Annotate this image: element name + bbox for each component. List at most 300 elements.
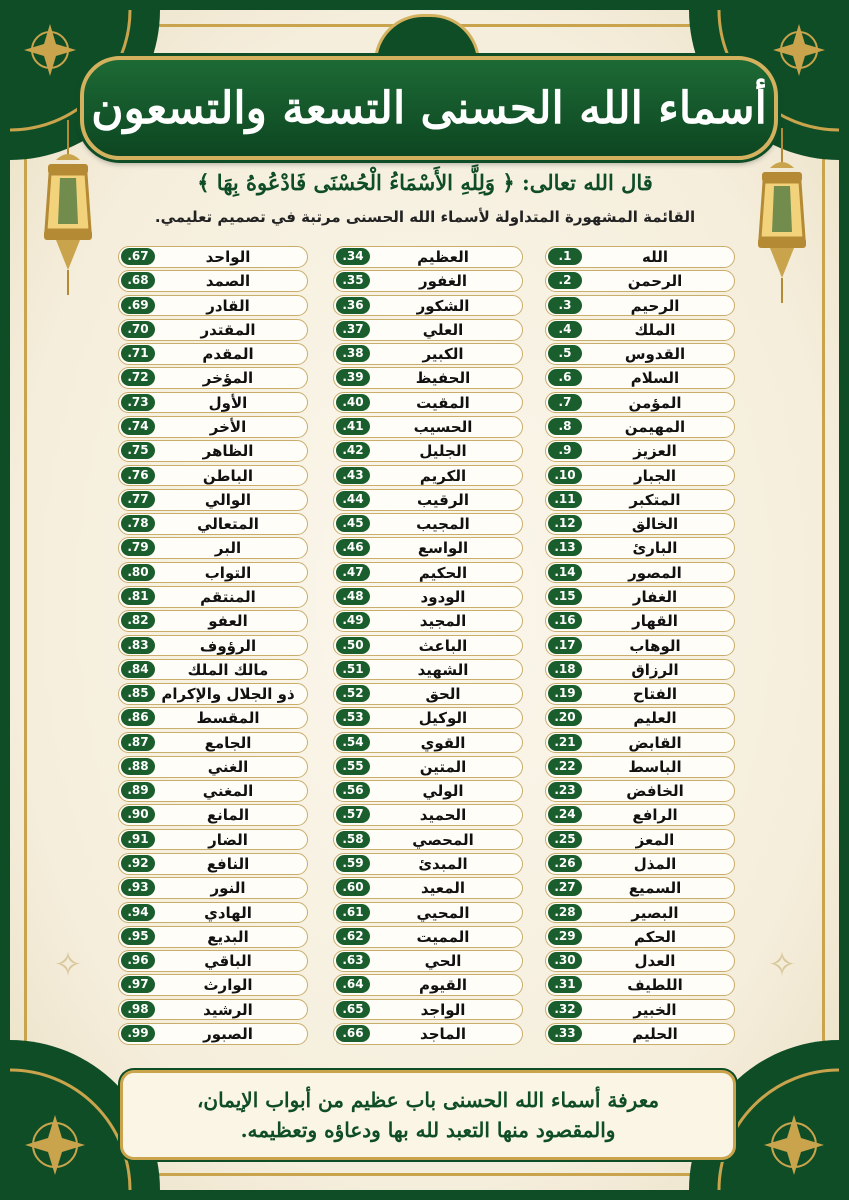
name-row (545, 562, 735, 584)
star-ornament-icon: ✧ (53, 945, 83, 985)
name-number-badge: 6. (548, 369, 582, 386)
divine-name: المبدئ (418, 855, 468, 874)
divine-name: الخافض (626, 782, 684, 801)
divine-name: السميع (628, 879, 682, 898)
divine-name: الكريم (419, 466, 467, 485)
divine-name: العليم (633, 709, 677, 728)
divine-name: الخالق (631, 515, 679, 534)
name-row (118, 440, 308, 462)
star-ornament-icon: ✧ (767, 945, 797, 985)
divine-name: الوهاب (629, 636, 681, 655)
name-row (118, 416, 308, 438)
name-row (333, 586, 523, 608)
name-row (118, 562, 308, 584)
divine-name: الخبير (633, 1000, 677, 1019)
name-number-badge: 25. (548, 831, 582, 848)
name-row (545, 732, 735, 754)
lantern-icon (752, 128, 812, 308)
divine-name: المجيب (416, 515, 470, 534)
name-row (333, 513, 523, 535)
divine-name: الغني (207, 757, 249, 776)
name-row (545, 974, 735, 996)
name-row (333, 877, 523, 899)
name-number-badge: 66. (336, 1025, 370, 1042)
name-row (333, 319, 523, 341)
names-column-2 (333, 246, 523, 1047)
name-number-badge: 2. (548, 272, 582, 289)
name-row (118, 295, 308, 317)
name-number-badge: 82. (121, 612, 155, 629)
subtitle: القائمة المشهورة المتداولة لأسماء الله الحسنى مرتبة في تصميم تعليمي. (154, 208, 696, 226)
name-number-badge: 46. (336, 539, 370, 556)
divine-name: المؤخر (202, 369, 254, 388)
name-row (333, 270, 523, 292)
name-row (545, 610, 735, 632)
name-row (333, 610, 523, 632)
name-row (118, 853, 308, 875)
name-number-badge: 7. (548, 394, 582, 411)
name-number-badge: 72. (121, 369, 155, 386)
name-row (118, 902, 308, 924)
name-number-badge: 56. (336, 782, 370, 799)
name-row (118, 1023, 308, 1045)
name-number-badge: 65. (336, 1001, 370, 1018)
divine-name: المصور (628, 563, 682, 582)
name-row (545, 586, 735, 608)
name-number-badge: 34. (336, 248, 370, 265)
divine-name: الواحد (205, 248, 251, 266)
lantern-icon (38, 120, 98, 300)
name-number-badge: 97. (121, 976, 155, 993)
name-row (333, 1023, 523, 1045)
name-row (545, 295, 735, 317)
name-row (118, 367, 308, 389)
divine-name: المقيت (416, 393, 470, 412)
name-row (118, 635, 308, 657)
name-number-badge: 39. (336, 369, 370, 386)
name-number-badge: 54. (336, 734, 370, 751)
name-number-badge: 30. (548, 952, 582, 969)
name-number-badge: 55. (336, 758, 370, 775)
divine-name: المؤمن (628, 393, 682, 412)
divine-name: المعز (635, 830, 675, 849)
divine-name: العدل (634, 952, 676, 971)
name-number-badge: 26. (548, 855, 582, 872)
name-row (333, 732, 523, 754)
name-row (118, 974, 308, 996)
divine-name: الصمد (205, 272, 251, 291)
divine-name: الشكور (416, 296, 470, 315)
divine-name: الشهيد (417, 660, 469, 679)
divine-name: الصبور (203, 1025, 253, 1043)
name-number-badge: 70. (121, 321, 155, 338)
divine-name: الغفور (418, 272, 468, 291)
name-row (118, 756, 308, 778)
name-row (333, 707, 523, 729)
name-row (118, 780, 308, 802)
name-row (333, 902, 523, 924)
name-row (118, 877, 308, 899)
name-row (118, 586, 308, 608)
name-number-badge: 10. (548, 467, 582, 484)
name-number-badge: 61. (336, 904, 370, 921)
name-row (333, 635, 523, 657)
divine-name: المنتقم (200, 587, 256, 606)
name-row (118, 732, 308, 754)
divine-name: الباسط (628, 757, 682, 776)
name-number-badge: 40. (336, 394, 370, 411)
name-row (545, 513, 735, 535)
divine-name: الأول (208, 393, 248, 412)
name-row (333, 950, 523, 972)
name-number-badge: 24. (548, 806, 582, 823)
name-number-badge: 92. (121, 855, 155, 872)
name-row (545, 416, 735, 438)
name-row (545, 319, 735, 341)
name-row (118, 804, 308, 826)
name-number-badge: 51. (336, 661, 370, 678)
name-number-badge: 63. (336, 952, 370, 969)
divine-name: النور (210, 879, 246, 898)
name-row (118, 950, 308, 972)
divine-name: المقدم (202, 345, 254, 364)
name-number-badge: 79. (121, 539, 155, 556)
name-row (333, 756, 523, 778)
name-number-badge: 94. (121, 904, 155, 921)
divine-name: القدوس (624, 345, 686, 364)
divine-name: السلام (630, 369, 680, 388)
divine-name: الوالي (204, 490, 252, 509)
divine-name: الجبار (634, 466, 676, 485)
divine-name: الضار (208, 830, 248, 849)
name-row (545, 246, 735, 268)
name-number-badge: 1. (548, 248, 582, 265)
name-number-badge: 4. (548, 321, 582, 338)
divine-name: القادر (206, 296, 250, 315)
quran-quote: قال الله تعالى: ﴿ وَلِلَّهِ الأَسْمَاءُ الْحُسْنَى فَادْعُوهُ بِهَا ﴾ (197, 170, 653, 195)
name-number-badge: 15. (548, 588, 582, 605)
name-row (333, 246, 523, 268)
divine-name: النافع (206, 855, 250, 874)
name-number-badge: 73. (121, 394, 155, 411)
name-number-badge: 85. (121, 685, 155, 702)
names-column-3 (118, 246, 308, 1047)
name-number-badge: 49. (336, 612, 370, 629)
name-number-badge: 22. (548, 758, 582, 775)
divine-name: الرحمن (627, 272, 683, 291)
name-row (545, 902, 735, 924)
name-row (545, 780, 735, 802)
divine-name: مالك الملك (187, 660, 269, 679)
name-number-badge: 19. (548, 685, 582, 702)
name-row (333, 489, 523, 511)
name-number-badge: 52. (336, 685, 370, 702)
name-number-badge: 35. (336, 272, 370, 289)
divine-name: التواب (204, 563, 252, 582)
name-number-badge: 68. (121, 272, 155, 289)
divine-name: الحكم (633, 927, 677, 946)
divine-name: الودود (420, 587, 466, 606)
name-number-badge: 60. (336, 879, 370, 896)
divine-name: البر (214, 539, 242, 558)
name-number-badge: 86. (121, 709, 155, 726)
name-row (118, 513, 308, 535)
divine-name: الفتاح (632, 685, 678, 704)
name-number-badge: 5. (548, 345, 582, 362)
divine-name: الباطن (202, 466, 254, 485)
name-row (118, 319, 308, 341)
name-row (333, 926, 523, 948)
name-row (118, 246, 308, 268)
name-number-badge: 18. (548, 661, 582, 678)
name-row (333, 392, 523, 414)
divine-name: الظاهر (202, 442, 254, 461)
name-row (545, 392, 735, 414)
name-number-badge: 32. (548, 1001, 582, 1018)
name-number-badge: 42. (336, 442, 370, 459)
name-number-badge: 95. (121, 928, 155, 945)
name-row (118, 610, 308, 632)
divine-name: المتين (419, 757, 467, 776)
name-number-badge: 14. (548, 564, 582, 581)
divine-name: العفو (208, 612, 248, 631)
divine-name: المذل (633, 855, 677, 874)
name-number-badge: 76. (121, 467, 155, 484)
name-number-badge: 8. (548, 418, 582, 435)
name-number-badge: 43. (336, 467, 370, 484)
footer-line-1: معرفة أسماء الله الحسنى باب عظيم من أبواب الإيمان، (196, 1088, 660, 1112)
name-number-badge: 80. (121, 564, 155, 581)
name-number-badge: 20. (548, 709, 582, 726)
divine-name: الولي (422, 782, 464, 801)
name-row (333, 974, 523, 996)
name-number-badge: 74. (121, 418, 155, 435)
footer-box (120, 1070, 736, 1160)
name-row (545, 440, 735, 462)
name-row (545, 635, 735, 657)
name-row (545, 537, 735, 559)
name-row (333, 659, 523, 681)
name-row (545, 465, 735, 487)
name-number-badge: 36. (336, 297, 370, 314)
divine-name: القهار (632, 612, 678, 631)
divine-name: الأخر (209, 417, 247, 436)
name-row (545, 999, 735, 1021)
divine-name: القوي (420, 733, 466, 752)
name-number-badge: 37. (336, 321, 370, 338)
name-number-badge: 71. (121, 345, 155, 362)
divine-name: الحي (424, 952, 462, 971)
divine-name: البصير (631, 903, 679, 922)
name-number-badge: 27. (548, 879, 582, 896)
name-number-badge: 91. (121, 831, 155, 848)
page-title: أسماء الله الحسنى التسعة والتسعون (80, 56, 778, 160)
divine-name: الحكيم (418, 563, 468, 582)
name-row (333, 343, 523, 365)
name-row (545, 367, 735, 389)
name-row (545, 829, 735, 851)
divine-name: المقسط (196, 709, 260, 728)
name-row (118, 489, 308, 511)
name-row (545, 853, 735, 875)
divine-name: الحق (425, 685, 461, 704)
name-number-badge: 41. (336, 418, 370, 435)
divine-name: الباقي (204, 952, 252, 971)
footer-line-2: والمقصود منها التعبد لله بها ودعاؤه وتعظيمه. (240, 1118, 616, 1142)
name-row (545, 659, 735, 681)
name-number-badge: 64. (336, 976, 370, 993)
name-row (545, 489, 735, 511)
divine-name: الحسيب (413, 417, 473, 436)
divine-name: الرحيم (630, 296, 680, 315)
name-number-badge: 93. (121, 879, 155, 896)
name-number-badge: 13. (548, 539, 582, 556)
name-number-badge: 59. (336, 855, 370, 872)
divine-name: العلي (422, 320, 464, 339)
name-row (118, 683, 308, 705)
name-row (118, 829, 308, 851)
name-row (545, 926, 735, 948)
name-number-badge: 78. (121, 515, 155, 532)
name-number-badge: 23. (548, 782, 582, 799)
name-row (333, 829, 523, 851)
name-number-badge: 38. (336, 345, 370, 362)
name-row (118, 343, 308, 365)
name-number-badge: 28. (548, 904, 582, 921)
divine-name: الرؤوف (199, 636, 257, 655)
name-number-badge: 96. (121, 952, 155, 969)
name-number-badge: 21. (548, 734, 582, 751)
name-number-badge: 31. (548, 976, 582, 993)
name-number-badge: 3. (548, 297, 582, 314)
name-number-badge: 29. (548, 928, 582, 945)
divine-name: الله (642, 248, 668, 266)
divine-name: البديع (207, 927, 249, 946)
name-row (118, 707, 308, 729)
name-number-badge: 44. (336, 491, 370, 508)
divine-name: الوارث (203, 976, 253, 995)
name-row (118, 392, 308, 414)
divine-name: القابض (628, 733, 682, 752)
name-number-badge: 12. (548, 515, 582, 532)
name-row (118, 465, 308, 487)
divine-name: المحيي (416, 903, 470, 922)
name-row (545, 877, 735, 899)
divine-name: الملك (634, 320, 676, 339)
name-number-badge: 75. (121, 442, 155, 459)
divine-name: المانع (206, 806, 250, 825)
name-number-badge: 58. (336, 831, 370, 848)
divine-name: الحميد (419, 806, 467, 825)
divine-name: الماجد (420, 1025, 466, 1043)
names-column-1 (545, 246, 735, 1047)
name-row (333, 537, 523, 559)
name-row (118, 537, 308, 559)
divine-name: الواجد (420, 1000, 466, 1019)
name-row (333, 440, 523, 462)
name-row (118, 926, 308, 948)
name-number-badge: 83. (121, 637, 155, 654)
name-number-badge: 99. (121, 1025, 155, 1042)
name-row (118, 999, 308, 1021)
name-row (333, 804, 523, 826)
name-row (333, 295, 523, 317)
name-number-badge: 90. (121, 806, 155, 823)
name-row (333, 999, 523, 1021)
name-number-badge: 81. (121, 588, 155, 605)
name-row (545, 756, 735, 778)
divine-name: العزيز (633, 442, 677, 461)
name-row (333, 780, 523, 802)
divine-name: الغفار (632, 587, 678, 606)
divine-name: الكبير (422, 345, 464, 364)
name-row (333, 683, 523, 705)
name-row (545, 1023, 735, 1045)
divine-name: المهيمن (624, 417, 686, 436)
divine-name: الجليل (419, 442, 467, 461)
name-number-badge: 45. (336, 515, 370, 532)
divine-name: الوكيل (418, 709, 468, 728)
name-row (333, 465, 523, 487)
divine-name: الهادي (204, 903, 252, 922)
name-number-badge: 98. (121, 1001, 155, 1018)
name-number-badge: 88. (121, 758, 155, 775)
divine-name: العظيم (417, 248, 469, 266)
name-row (545, 683, 735, 705)
divine-name: البارئ (632, 539, 678, 558)
name-number-badge: 47. (336, 564, 370, 581)
divine-name: اللطيف (627, 976, 683, 995)
divine-name: المتكبر (629, 490, 681, 509)
name-number-badge: 77. (121, 491, 155, 508)
name-number-badge: 17. (548, 637, 582, 654)
divine-name: الجامع (204, 733, 252, 752)
name-row (333, 416, 523, 438)
name-number-badge: 87. (121, 734, 155, 751)
divine-name: ذو الجلال والإكرام (161, 685, 295, 704)
name-number-badge: 48. (336, 588, 370, 605)
name-number-badge: 62. (336, 928, 370, 945)
divine-name: الحفيظ (415, 369, 471, 388)
divine-name: المقتدر (200, 320, 256, 339)
name-row (545, 950, 735, 972)
name-row (545, 270, 735, 292)
name-number-badge: 9. (548, 442, 582, 459)
name-number-badge: 69. (121, 297, 155, 314)
divine-name: المعيد (420, 879, 466, 898)
divine-name: المغني (202, 782, 254, 801)
name-number-badge: 53. (336, 709, 370, 726)
name-number-badge: 16. (548, 612, 582, 629)
name-number-badge: 89. (121, 782, 155, 799)
name-row (545, 804, 735, 826)
name-row (545, 707, 735, 729)
divine-name: الحليم (632, 1025, 678, 1043)
divine-name: الباعث (418, 636, 468, 655)
name-number-badge: 67. (121, 248, 155, 265)
name-row (545, 343, 735, 365)
name-number-badge: 84. (121, 661, 155, 678)
name-number-badge: 33. (548, 1025, 582, 1042)
divine-name: الواسع (417, 539, 469, 558)
divine-name: الرقيب (417, 490, 469, 509)
name-row (333, 562, 523, 584)
divine-name: القيوم (418, 976, 468, 995)
name-row (118, 270, 308, 292)
divine-name: المجيد (419, 612, 467, 631)
divine-name: المميت (416, 927, 470, 946)
name-row (333, 367, 523, 389)
